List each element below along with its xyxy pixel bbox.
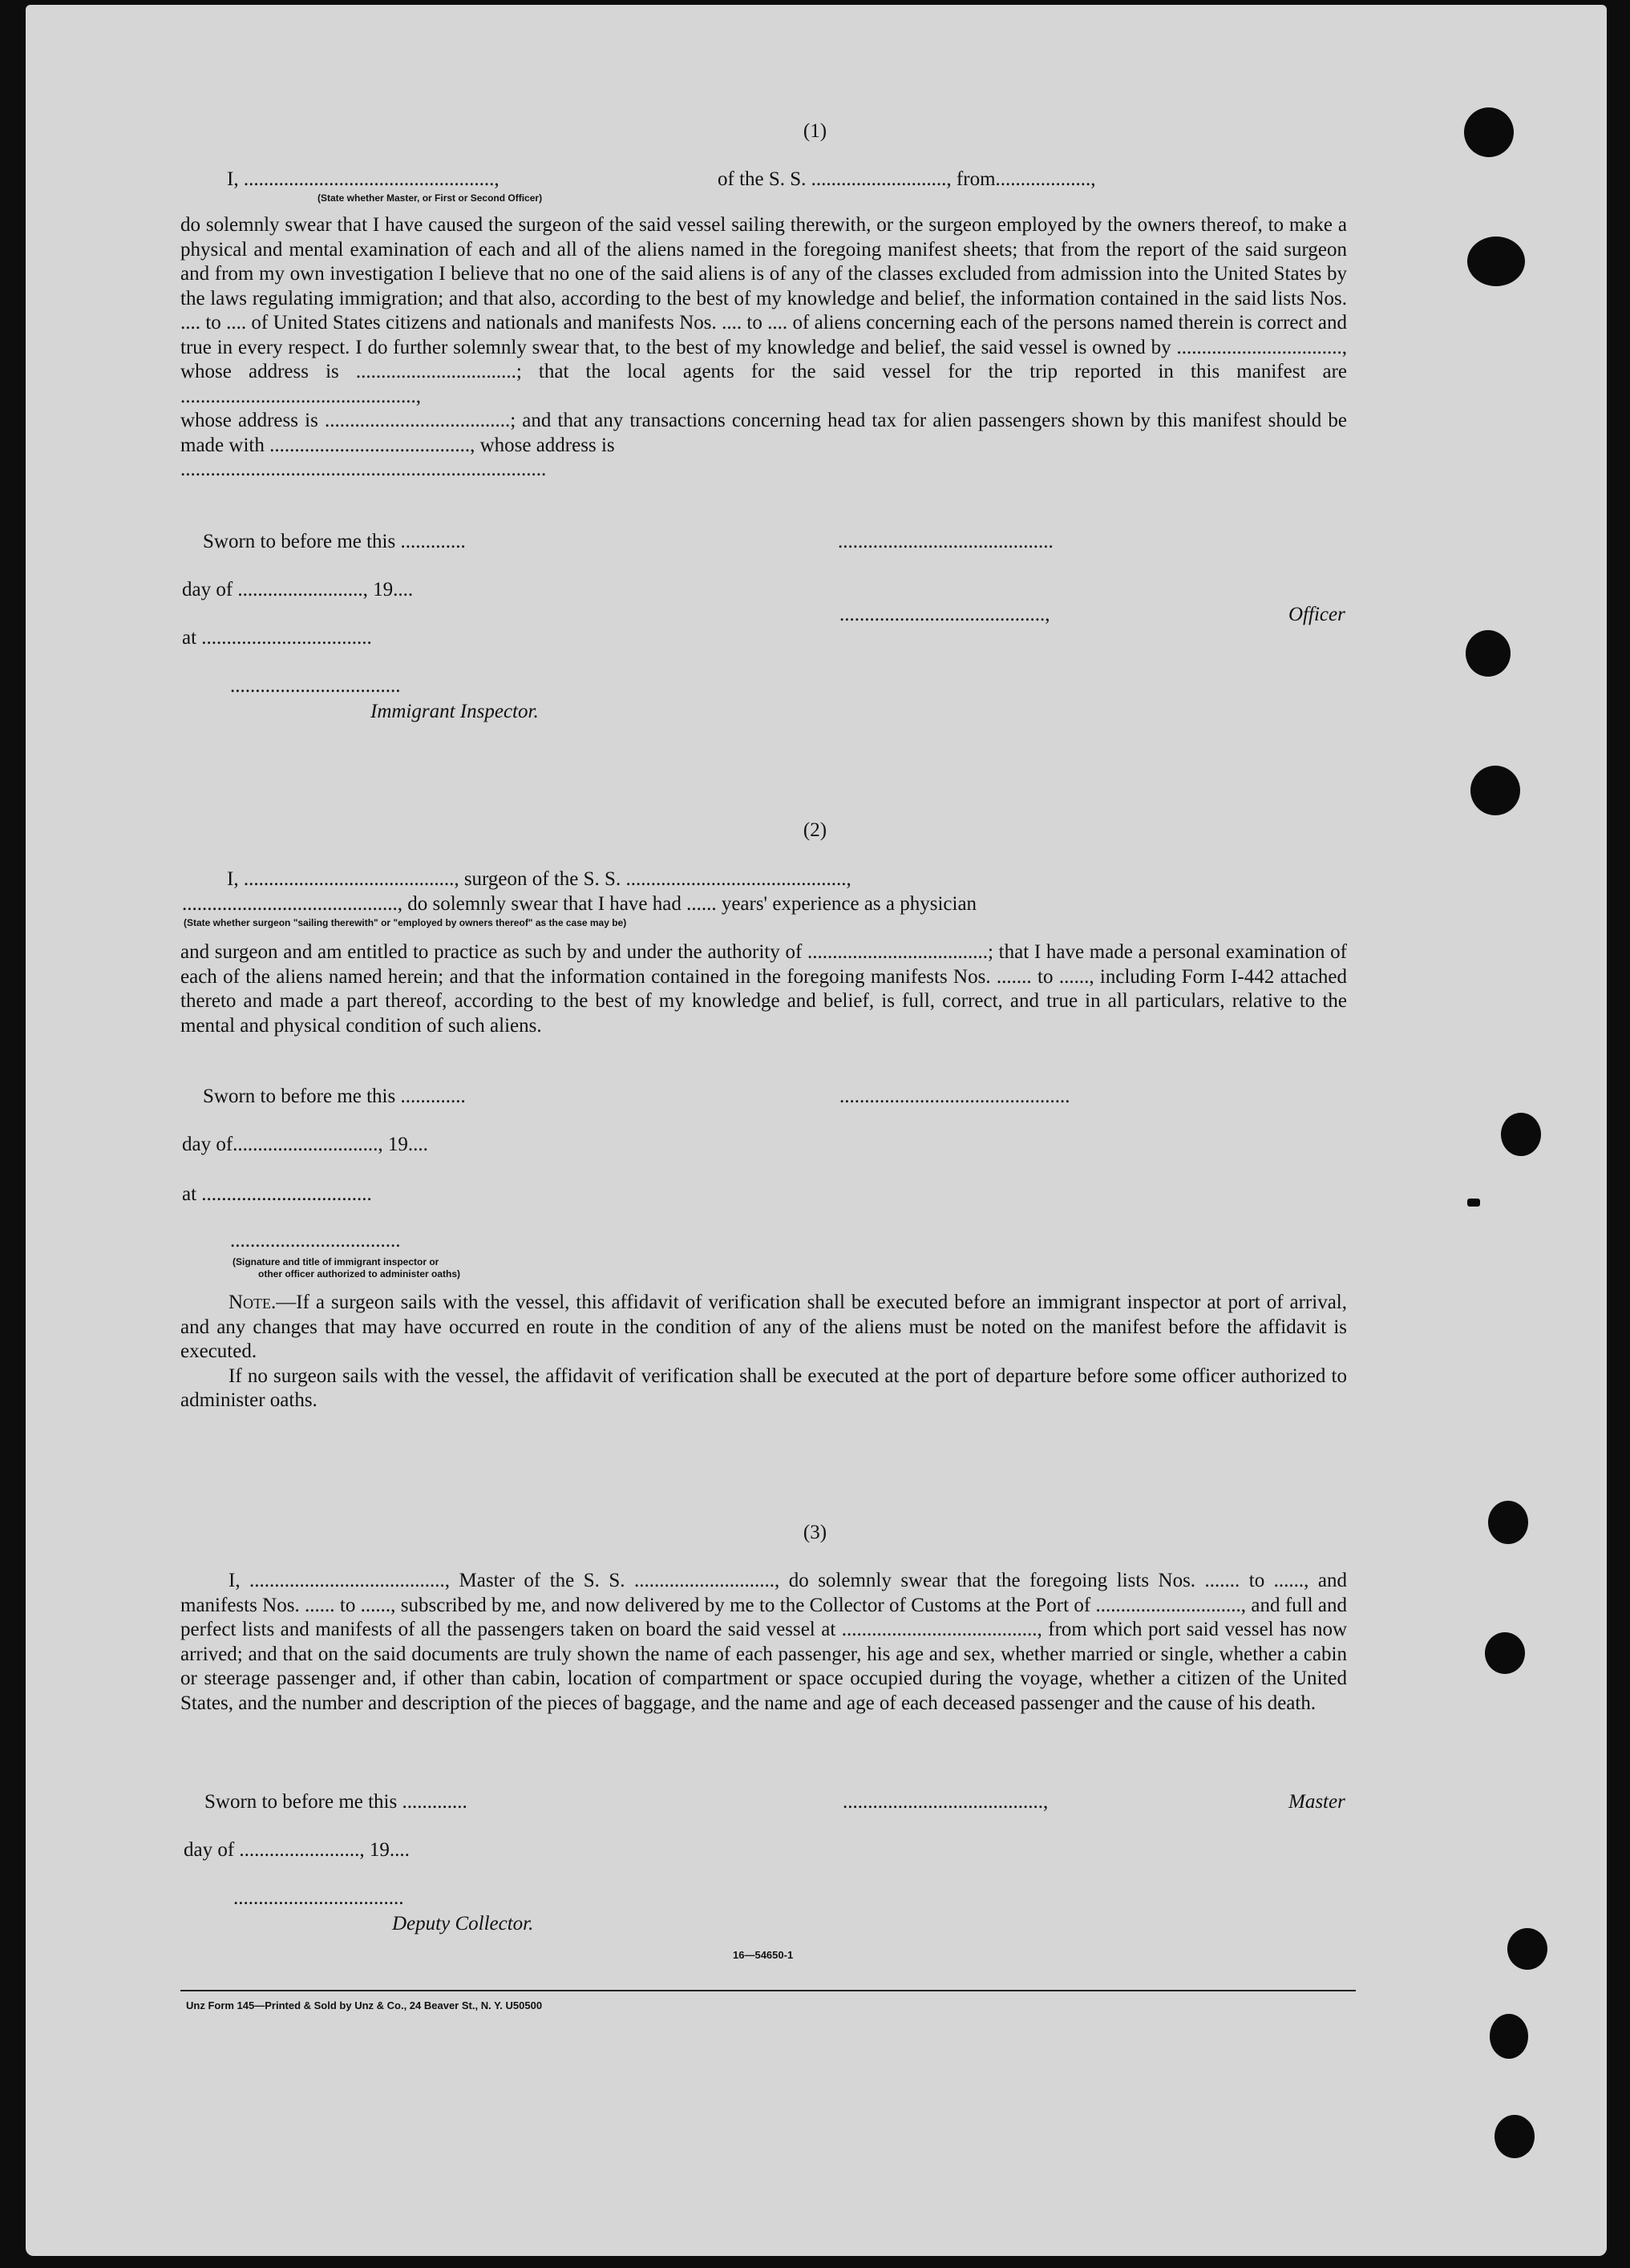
section-3-deputy-dots: ..................................	[233, 1887, 404, 1909]
section-1-signature-line: ...........................................	[838, 531, 1054, 552]
binder-hole	[1470, 766, 1520, 815]
section-1-paragraph: do solemnly swear that I have caused the surgeon of the said vessel sailing therewith, or the surgeon employed by the owners thereof, to make a physical and mental examination of each and all of the aliens named in the foregoing manifest sheets; that from the report of the said surgeon and from my own investigation I believe that no one of the said aliens is of any of the classes excluded from admission into the United States by the laws regulating immigration; and that also, according to the best of my knowledge and belief, the information contained in the said lists Nos. .... to .... of United States citizens and nationals and manifests Nos. .... to .... of aliens concerning each of the persons named therein is correct and true in every respect. I do further solemnly swear that, to the best of my knowledge and belief, the said vessel is owned by ................................., whose address is ................................; that the local agents for the said vessel for the trip reported in this manifest are ...............................................,	[180, 214, 1347, 407]
section-2-oath-text	[180, 940, 1347, 1038]
section-1-officer-note: (State whether Master, or First or Second Officer)	[318, 192, 543, 204]
section-1-inspector-label: Immigrant Inspector.	[370, 701, 539, 722]
section-1-officer-dots: .........................................,	[839, 604, 1050, 625]
section-1-number: (1)	[803, 120, 827, 142]
section-2-inspector-dots: ..................................	[230, 1230, 401, 1251]
section-2-note-paragraph-2: If no surgeon sails with the vessel, the affidavit of verification shall be executed at the port of departure before some officer authorized to administer oaths.	[180, 1364, 1347, 1411]
section-2-experience-line: ..........................................., do solemnly swear that I have had ...... years' experience as a physician	[182, 893, 977, 915]
binder-hole	[1485, 1632, 1525, 1674]
section-1-sworn-line: Sworn to before me this .............	[203, 531, 466, 552]
section-3-sworn-line: Sworn to before me this .............	[204, 1791, 467, 1813]
section-1-inspector-dots: ..................................	[230, 675, 401, 697]
section-2-number: (2)	[803, 819, 827, 841]
section-3-master-dots: ........................................,	[843, 1791, 1049, 1813]
section-2-paragraph: and surgeon and am entitled to practice as such by and under the authority of ....................................; that I have made a personal examination of each of the aliens named herein; and that the information contained in the foregoing manifests Nos. ....... to ......, including Form I-442 attached thereto and made a part thereof, according to the best of my knowledge and belief, is full, correct, and true in all particulars, relative to the mental and physical condition of such aliens.	[180, 941, 1347, 1037]
section-3-oath-text	[180, 1569, 1347, 1716]
binder-hole	[1507, 1928, 1547, 1970]
form-code: 16—54650-1	[733, 1949, 794, 1961]
section-2-signature-note: other officer authorized to administer oaths)	[258, 1268, 461, 1280]
section-1-vessel-from-line: of the S. S. ..........................., from...................,	[718, 168, 1096, 190]
section-2-signature-line: ..............................................	[839, 1085, 1070, 1107]
section-1-declarant-line: I, ..................................................,	[227, 168, 500, 190]
section-2-note-paragraph	[180, 1291, 1347, 1364]
section-2-surgeon-line: I, .........................................., surgeon of the S. S. ............................................,	[227, 868, 851, 890]
note-text: —If a surgeon sails with the vessel, this affidavit of verification shall be executed before an immigrant inspector at port of arrival, and any changes that may have occurred en route in the condition of any of the aliens must be noted on the manifest before the affidavit is executed.	[180, 1292, 1347, 1362]
footer-rule	[180, 1990, 1356, 1991]
note-label: Note.	[229, 1292, 277, 1313]
section-1-officer-label: Officer	[1288, 604, 1345, 625]
section-3-master-label: Master	[1288, 1791, 1345, 1813]
binder-hole	[1495, 2115, 1535, 2158]
section-2-surgeon-note: (State whether surgeon "sailing therewith" or "employed by owners thereof" as the case may be)	[184, 917, 627, 928]
section-2-day-line: day of............................., 19....	[182, 1134, 428, 1155]
binder-hole	[1490, 2014, 1528, 2059]
binder-hole	[1467, 1199, 1480, 1207]
section-3-day-line: day of ........................, 19....	[184, 1839, 410, 1861]
section-3-number: (3)	[803, 1522, 827, 1543]
section-3-paragraph: I, ......................................., Master of the S. S. ............................, do solemnly swear that the foregoing lists Nos. ....... to ......, and manifests Nos. ...... to ......, subscribed by me, and now delivered by me to the Collector of Customs at the Port of ............................., and full and perfect lists and manifests of all the passengers taken on board the said vessel at ......................................., from which port said vessel has now arrived; and that on the said documents are truly shown the name of each passenger, his age and sex, whether married or single, whether a cabin or steerage passenger and, if other than cabin, location of compartment or space occupied during the voyage, whether a citizen of the United States, and the number and description of the pieces of baggage, and the name and age of each deceased passenger and the cause of his death.	[180, 1570, 1347, 1714]
section-1-paragraph-end: .........................................................................	[180, 459, 547, 480]
section-2-note	[180, 1291, 1347, 1413]
section-2-sworn-line: Sworn to before me this .............	[203, 1085, 466, 1107]
binder-hole	[1467, 237, 1525, 286]
section-2-signature-note: (Signature and title of immigrant inspector or	[233, 1256, 439, 1267]
section-2-at-line: at ..................................	[182, 1183, 372, 1205]
section-1-at-line: at ..................................	[182, 627, 372, 649]
section-1-oath-text	[180, 213, 1347, 483]
binder-hole	[1501, 1113, 1541, 1156]
binder-hole	[1466, 630, 1511, 677]
printer-footer: Unz Form 145—Printed & Sold by Unz & Co., 24 Beaver St., N. Y. U50500	[186, 1999, 543, 2011]
section-1-day-line: day of ........................., 19....	[182, 579, 414, 600]
section-1-paragraph-cont: whose address is .....................................; and that any transactions concerning head tax for alien passengers shown by this manifest should be made with ........................................, whose address is	[180, 410, 1347, 456]
section-3-deputy-label: Deputy Collector.	[392, 1913, 534, 1934]
